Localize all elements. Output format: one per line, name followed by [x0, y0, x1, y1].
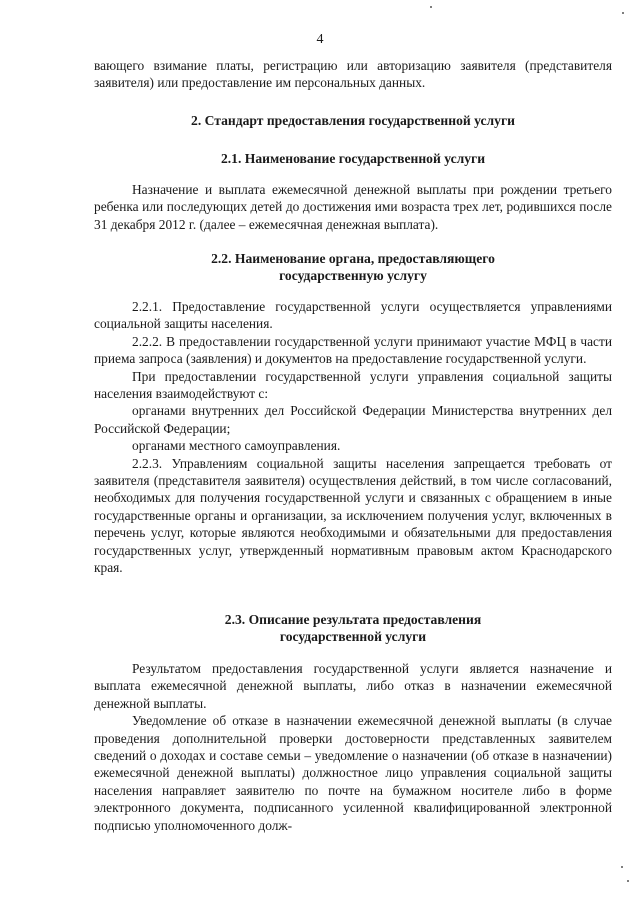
continued-paragraph: вающего взимание платы, регистрацию или авторизацию заявителя (представителя заявителя) или предоставление им персональных данных.: [94, 58, 612, 91]
scan-speck: [627, 880, 629, 882]
paragraph-result: Результатом предоставления государственной услуги является назначение и выплата ежемесячной денежной выплаты, либо отказ в назначении ежемесячной денежной выплаты.: [94, 661, 612, 711]
scan-speck: [622, 12, 624, 14]
paragraph-notification: Уведомление об отказе в назначении ежемесячной денежной выплаты (в случае проведения дополнительной проверки достоверности представленных заявителем сведений о доходах и составе семьи – уведомление о назначении (об отказе в назначении) ежемесячной денежной выплаты) должностное лицо управления социальной защиты населения направляет заявителю по почте на бумажном носителе либо в форме электронного документа, подписанного усиленной квалифицированной электронной подписью уполномоченного долж-: [94, 713, 612, 833]
section-2-2-heading: [94, 250, 612, 285]
section-2-3-title-line-1: 2.3. Описание результата предоставления: [224, 612, 482, 627]
scan-speck: [430, 6, 432, 8]
page-number: 4: [316, 32, 324, 47]
section-2-2-title-line-2: государственную услугу: [279, 268, 427, 284]
paragraph-2-2-2: 2.2.2. В предоставлении государственной услуги принимают участие МФЦ в части приема запроса (заявления) и документов на предоставление государственной услуги.: [94, 333, 612, 367]
section-2-1-heading: [94, 150, 612, 167]
section-2-3-body: [94, 660, 612, 834]
section-2-1-title: 2.1. Наименование государственной услуги: [220, 151, 486, 166]
paragraph-local-government: органами местного самоуправления.: [132, 438, 341, 454]
paragraph-internal-affairs: органами внутренних дел Российской Федерации Министерства внутренних дел Российской Федерации;: [94, 403, 612, 436]
section-2-title: 2. Стандарт предоставления государственной услуги: [191, 113, 515, 128]
paragraph-2-2-1: 2.2.1. Предоставление государственной услуги осуществляется управлениями социальной защиты населения.: [94, 299, 612, 332]
service-name-paragraph: Назначение и выплата ежемесячной денежной выплаты при рождении третьего ребенка или последующих детей до достижения ими возраста трех лет, родившихся после 31 декабря 2012 г. (далее – ежемесячная денежная выплата).: [94, 182, 612, 232]
scan-speck: [621, 866, 623, 868]
section-2-heading: [94, 112, 612, 129]
paragraph-interaction: При предоставлении государственной услуги управления социальной защиты населения взаимодействуют с:: [94, 368, 612, 402]
section-2-3-title-line-2: государственной услуги: [279, 629, 427, 645]
section-2-3-heading: [94, 611, 612, 646]
paragraph-2-2-3: 2.2.3. Управлениям социальной защиты населения запрещается требовать от заявителя (представителя заявителя) осуществления действий, в том числе согласований, необходимых для получения государственной услуги и связанных с обращением в иные государственные органы и организации, за исключением получения услуг, включенных в перечень услуг, которые являются необходимыми и обязательными для предоставления государственных услуг, утвержденный нормативным правовым актом Краснодарского края.: [94, 455, 612, 576]
section-2-2-body: [94, 298, 612, 577]
section-2-2-title-line-1: 2.2. Наименование органа, предоставляющего: [211, 251, 495, 266]
